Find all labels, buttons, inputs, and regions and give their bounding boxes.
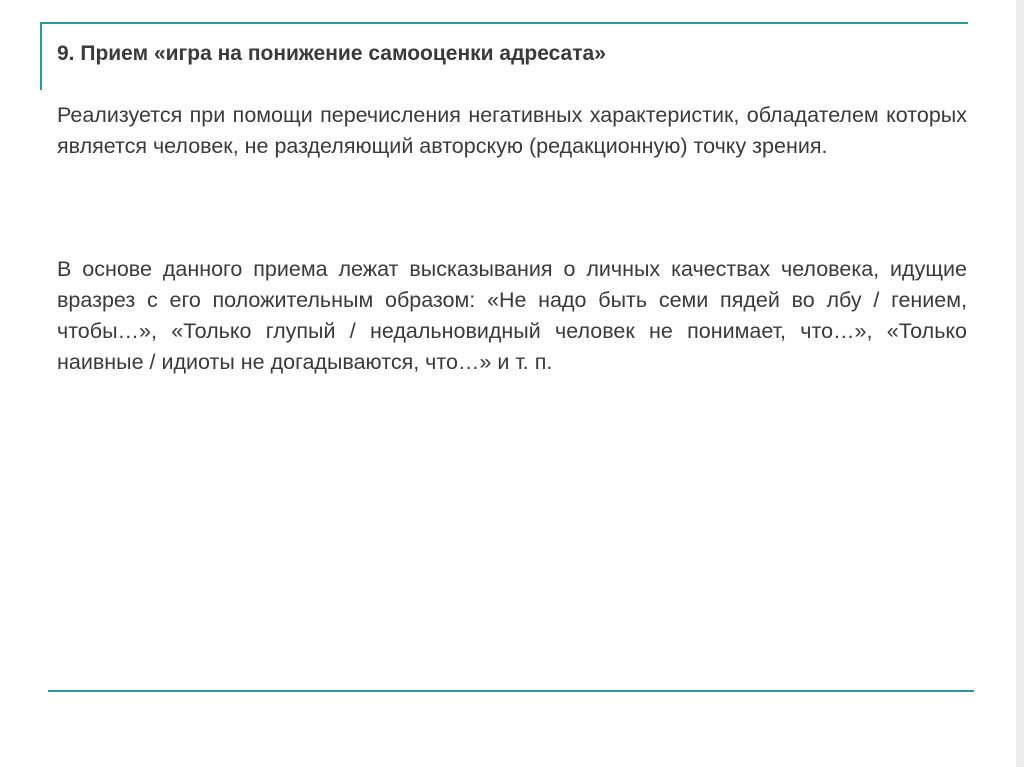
body-paragraph-examples: В основе данного приема лежат высказывания о личных качествах человека, идущие вразрез с его положительным образом: «Не надо быть семи пядей во лбу / гением, чтобы…», «Только глупый / недальновидный человек не понимает, что…», «Только наивные / идиоты не догадываются, что…» и т. п.	[57, 257, 967, 374]
title-accent-bar	[40, 22, 42, 90]
slide-frame-edge	[1016, 0, 1024, 767]
body-paragraph-definition: Реализуется при помощи перечисления негативных характеристик, обладателем которых является человек, не разделяющий авторскую (редакционную) точку зрения.	[57, 103, 967, 158]
slide-title: 9. Прием «игра на понижение самооценки адресата»	[57, 42, 606, 65]
top-divider	[40, 22, 968, 24]
bottom-divider	[48, 690, 974, 692]
